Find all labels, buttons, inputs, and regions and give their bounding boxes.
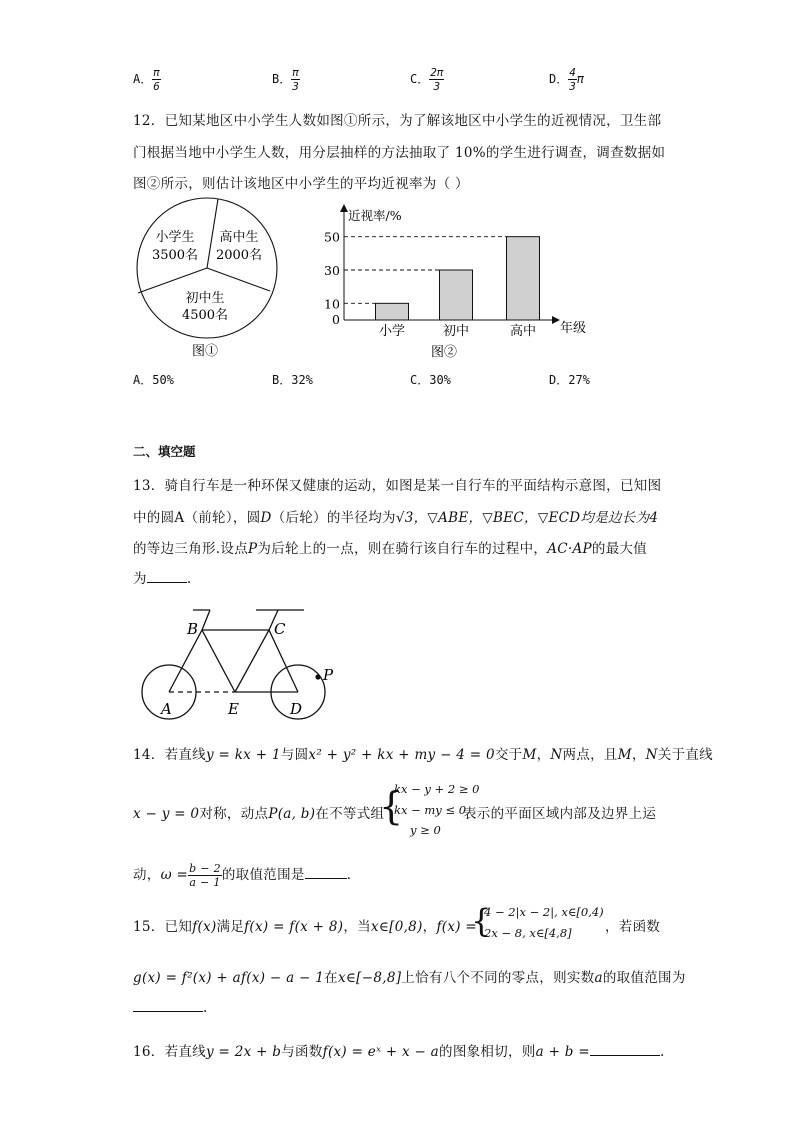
x-tick-初中: 初中 xyxy=(442,324,470,339)
q13-line-1: 13．骑自行车是一种环保又健康的运动，如图是某一自行车的平面结构示意图，已知图 xyxy=(133,478,662,494)
q12-line-1: 12．已知某地区中小学生人数如图①所示，为了解该地区中小学生的近视情况，卫生部 xyxy=(133,113,662,129)
point-p-dot xyxy=(315,674,320,679)
q15-line-1a: 15．已知f(x)满足f(x) = f(x + 8)，当x∈[0,8)，f(x) = xyxy=(133,919,477,935)
label-c: C xyxy=(274,620,286,638)
pie-label-primary: 小学生 xyxy=(155,230,195,245)
q14-brace: { xyxy=(379,784,404,828)
q11-option-c: C． $\frac{2\pi}{3}$ xyxy=(410,66,444,93)
q16-blank xyxy=(590,1055,660,1056)
bicycle-figure xyxy=(135,600,350,725)
q15-line-2: g(x) = f²(x) + af(x) − a − 1在x∈[−8,8]上恰有八个不同的零点，则实数a的取值范围为 xyxy=(133,970,686,986)
q16-line-1: 16．若直线y = 2x + b与函数f(x) = eˣ + x − a的图象相切，则a + b = . xyxy=(133,1044,665,1060)
y-axis-label: 近视率/% xyxy=(348,208,402,223)
y-tick-0: 0 xyxy=(332,312,340,327)
q14-line-1: 14．若直线y = kx + 1与圆x² + y² + kx + my − 4 = 0交于M，N两点，且M，N关于直线 xyxy=(133,747,713,763)
label-a: A xyxy=(161,700,172,718)
q12-option-d: D．27% xyxy=(549,373,590,387)
label-p: P xyxy=(323,666,334,684)
pie-label-middle: 初中生 xyxy=(185,291,225,306)
q11-option-d: D． $\frac{4}{3}$ π xyxy=(549,66,585,93)
q15-blank xyxy=(133,1011,203,1012)
q15-line-1b: ，若函数 xyxy=(605,919,661,935)
q13-blank xyxy=(147,582,187,583)
y-tick-30: 30 xyxy=(324,263,340,278)
bar-cd xyxy=(269,630,298,692)
q11-option-b: B． $\frac{\pi}{3}$ xyxy=(272,66,299,93)
bar-ec xyxy=(235,630,269,692)
x-axis-label: 年级 xyxy=(560,321,587,336)
q13-line-2: 中的圆A（前轮），圆D（后轮）的半径均为√3，▽ABE，▽BEC，▽ECD均是边长为4 xyxy=(133,510,659,526)
pie-caption: 图① xyxy=(191,344,219,359)
section-heading: 二、填空题 xyxy=(133,444,196,459)
q14-line-2b: 表示的平面区域内部及边界上运 xyxy=(463,806,657,822)
bar-chart xyxy=(318,200,608,362)
q14-line-2a: x − y = 0对称，动点P(a, b)在不等式组 xyxy=(133,806,385,822)
q13-line-4: 为 . xyxy=(133,571,192,587)
q12-option-b: B．32% xyxy=(272,373,313,387)
q15-brace: { xyxy=(471,902,492,940)
bar-高中 xyxy=(507,237,540,320)
bar-小学 xyxy=(376,303,409,320)
q14-system: kx − y + 2 ≥ 0 kx − my ≤ 0 y ≥ 0 xyxy=(394,782,480,837)
q15-line-3: . xyxy=(133,1000,208,1016)
q12-line-3: 图②所示，则估计该地区中小学生的平均近视率为（ ） xyxy=(133,176,469,192)
y-tick-10: 10 xyxy=(324,296,340,312)
bar-初中 xyxy=(440,270,473,320)
q12-option-a: A．50% xyxy=(133,373,174,387)
bar-be xyxy=(202,630,235,692)
bar-ab xyxy=(169,630,202,692)
q11-option-a: A． $\frac{\pi}{6}$ xyxy=(133,66,160,93)
y-tick-50: 50 xyxy=(324,229,340,245)
pie-count-high: 2000名 xyxy=(215,248,263,263)
q13-line-3: 的等边三角形.设点P为后轮上的一点，则在骑行该自行车的过程中，AC·AP的最大值 xyxy=(133,541,648,557)
label-d: D xyxy=(290,700,303,718)
chart-caption: 图② xyxy=(430,345,458,360)
x-tick-小学: 小学 xyxy=(378,324,406,339)
q14-blank xyxy=(305,878,347,879)
q12-line-2: 门根据当地中小学生人数，用分层抽样的方法抽取了 10%的学生进行调查，调查数据如 xyxy=(133,145,666,161)
q15-cases: 4 − 2|x − 2|, x∈[0,4) 2x − 8, x∈[4,8] xyxy=(484,905,604,940)
pie-label-high: 高中生 xyxy=(219,230,259,245)
pie-figure xyxy=(128,190,288,362)
handlebar-stem xyxy=(202,610,210,630)
q12-option-c: C．30% xyxy=(410,373,451,387)
label-e: E xyxy=(228,700,239,718)
pie-count-middle: 4500名 xyxy=(181,308,229,323)
label-b: B xyxy=(187,620,199,638)
pie-count-primary: 3500名 xyxy=(151,248,199,263)
x-tick-高中: 高中 xyxy=(509,324,537,339)
q14-line-3: 动，ω = $\frac{b - 2}{a - 1}$ 的取值范围是 ． xyxy=(133,862,361,889)
